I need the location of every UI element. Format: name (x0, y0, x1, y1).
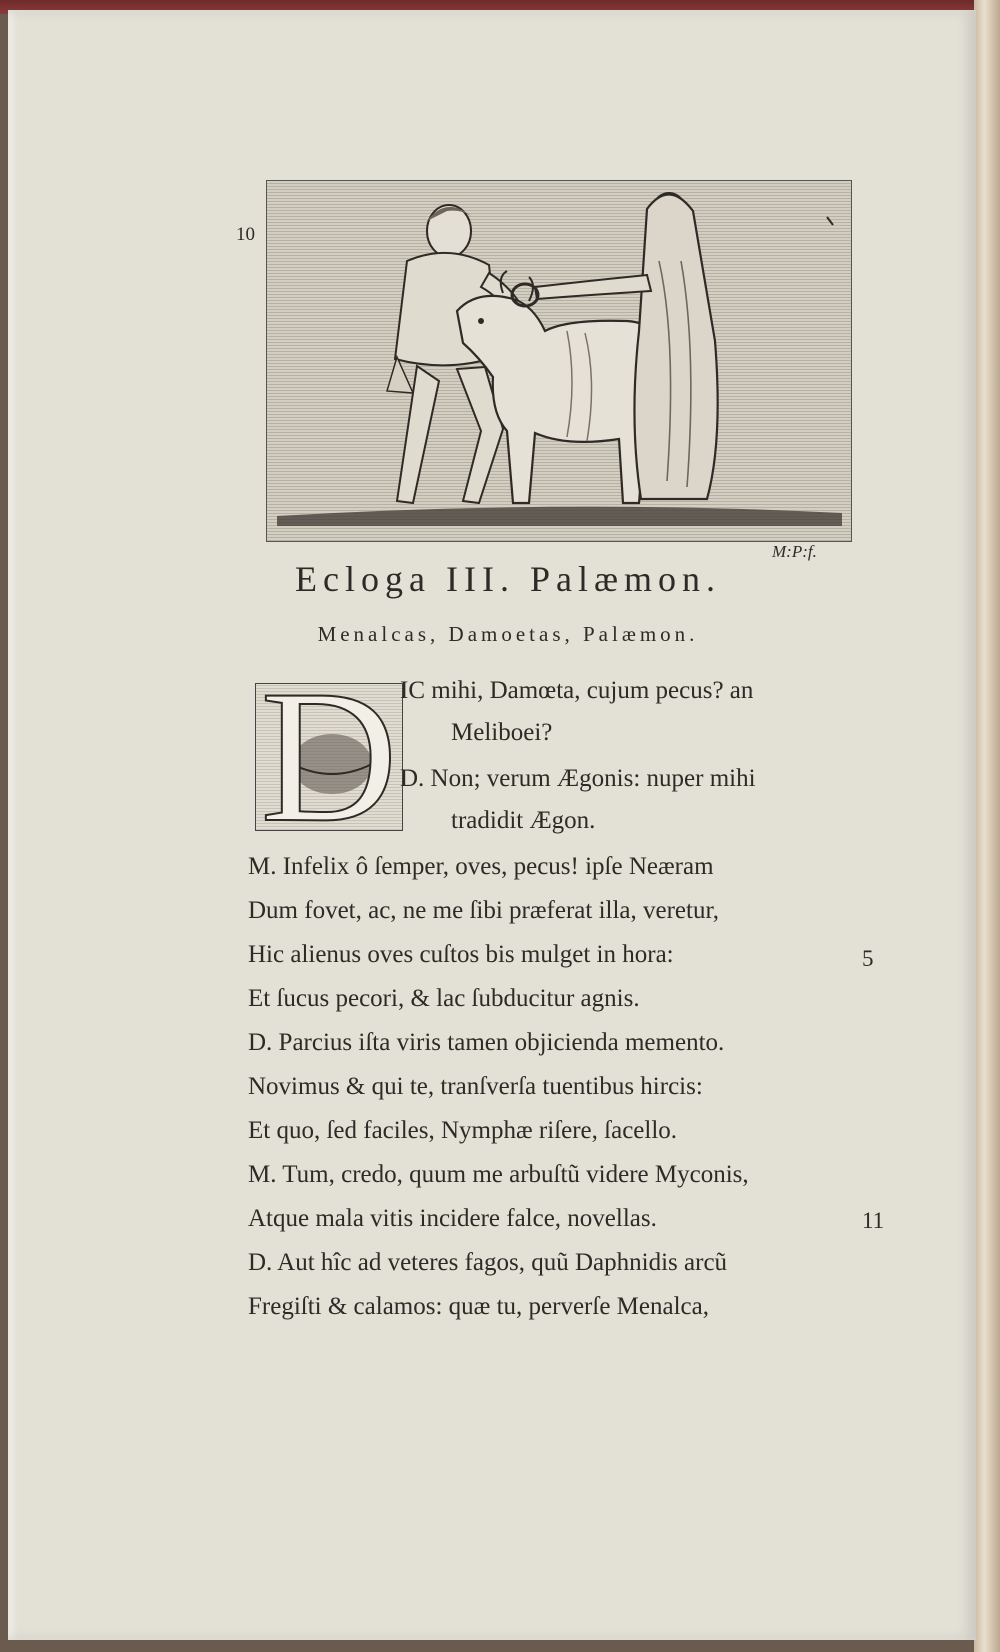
verse-line: Hic alienus oves cuſtos bis mulget in hora: (248, 941, 674, 968)
engraving-illustration (266, 180, 852, 542)
verse-line: IC mihi, Damœta, cujum pecus? an (400, 677, 754, 704)
verse-line: Dum fovet, ac, ne me ſibi præferat illa, veretur, (248, 897, 720, 924)
decorated-initial (255, 683, 403, 831)
verse-line: tradidit Ægon. (451, 807, 596, 834)
book-page (8, 10, 976, 1640)
verse-line: D. Aut hîc ad veteres fagos, quũ Daphnidis arcũ (248, 1249, 728, 1276)
verse-line: Meliboei? (451, 719, 553, 746)
line-number: 5 (862, 946, 874, 971)
page-number: 10 (236, 224, 255, 245)
verse-line: Novimus & qui te, tranſverſa tuentibus hircis: (248, 1073, 703, 1100)
verse-line: Fregiſti & calamos: quæ tu, perverſe Menalca, (248, 1293, 709, 1320)
book-cover-edge (974, 0, 1000, 1652)
verse-line: M. Infelix ô ſemper, oves, pecus! ipſe Neæram (248, 853, 714, 880)
speakers-heading: Menalcas, Damoetas, Palæmon. (317, 622, 699, 646)
eclogue-title: Ecloga III. Palæmon. (295, 559, 721, 599)
engraving-figures (267, 181, 851, 541)
line-number: 11 (862, 1208, 885, 1233)
verse-line: M. Tum, credo, quum me arbuſtũ videre Myconis, (248, 1161, 749, 1188)
verse-line: Et ſucus pecori, & lac ſubducitur agnis. (248, 985, 640, 1012)
verse-line: D. Non; verum Ægonis: nuper mihi (400, 765, 756, 792)
dropcap-letter: D (260, 683, 398, 831)
engraver-signature: M:P:f. (772, 542, 817, 561)
verse-line: D. Parcius iſta viris tamen objicienda memento. (248, 1029, 725, 1056)
verse-line: Atque mala vitis incidere falce, novellas. (248, 1205, 657, 1232)
verse-line: Et quo, ſed faciles, Nymphæ riſere, ſacello. (248, 1117, 678, 1144)
